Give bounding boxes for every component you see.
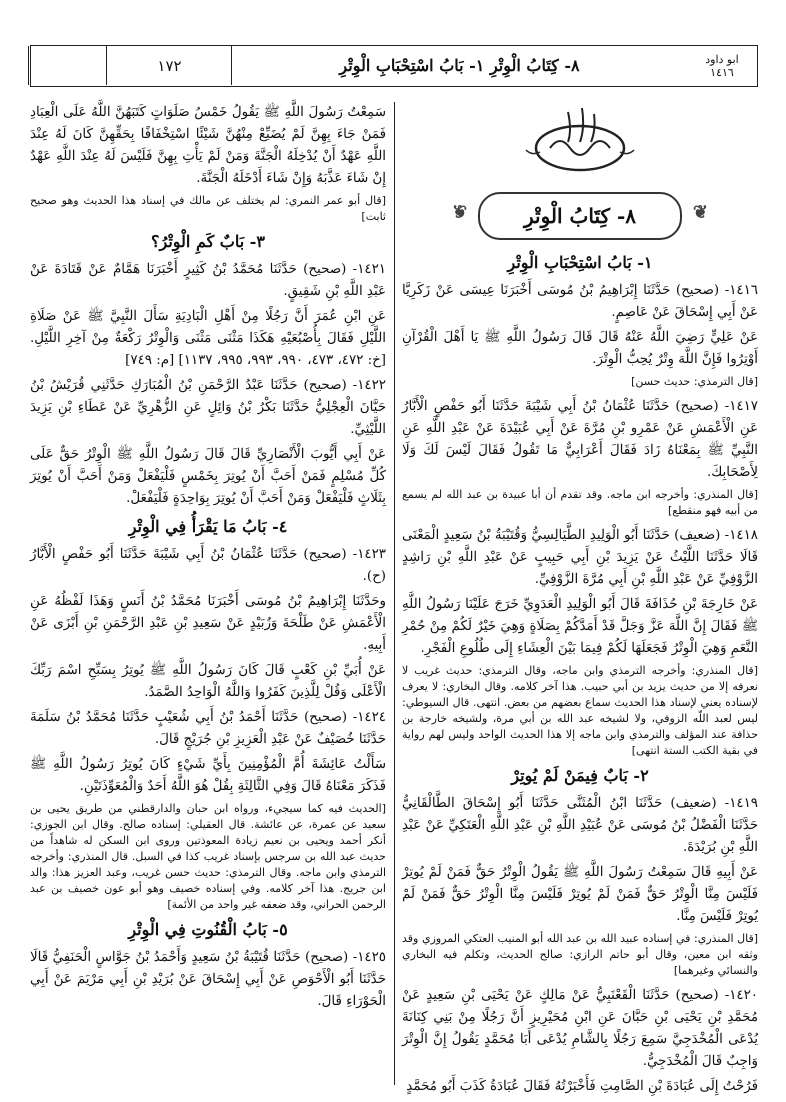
hadith-text: سَمِعْتُ رَسُولَ اللَّهِ ﷺ يَقُولُ خَمْسُ صَلَوَاتٍ كَتَبَهُنَّ اللَّهُ عَلَى الْعِبَادِ فَمَنْ جَاءَ بِهِنَّ لَمْ يُضَيِّعْ مِنْهُنَّ شَيْئًا اسْتِخْفَافًا بِحَقِّهِنَّ كَانَ لَهُ عِنْدَ اللَّهِ عَهْدٌ أَنْ يُدْخِلَهُ الْجَنَّةَ وَمَنْ لَمْ يَأْتِ بِهِنَّ فَلَيْسَ لَهُ عِنْدَ اللَّهِ عَهْدٌ إِنْ شَاءَ عَذَّبَهُ وَإِنْ شَاءَ أَدْخَلَهُ الْجَنَّةَ. <box>30 105 386 186</box>
chapter-heading: ١- بَابُ اسْتِحْبَابِ الْوِتْرِ <box>507 253 653 272</box>
footnote: [قال الترمذي: حديث حسن] <box>631 375 758 388</box>
left-column <box>30 102 386 1016</box>
chapter-heading: ٢- بَابٌ فِيمَنْ لَمْ يُوتِرْ <box>511 766 649 785</box>
hadith-text: ١٤١٨- (ضعيف) حَدَّثَنَا أَبُو الْوَلِيدِ الطَّيَالِسِيُّ وَقُتَيْبَةُ بْنُ سَعِيدٍ الْمَعْنَى قَالَا حَدَّثَنَا اللَّيْثُ عَنْ يَزِيدَ بْنِ أَبِي حَبِيبٍ عَنْ عَبْدِ اللَّهِ بْنِ رَاشِدٍ الزَّوْفِيِّ عَنْ عَبْدِ اللَّهِ بْنِ أَبِي مُرَّةَ الزَّوْفِيِّ. <box>402 528 758 587</box>
chapter-heading: ٣- بَابٌ كَمِ الْوِتْرُ؟ <box>151 232 265 251</box>
hadith-text: عَنِ ابْنِ عُمَرَ أَنَّ رَجُلًا مِنْ أَهْلِ الْبَادِيَةِ سَأَلَ النَّبِيَّ ﷺ عَنْ صَلَاةِ اللَّيْلِ فَقَالَ بِأُصْبُعَيْهِ هَكَذَا مَثْنَى مَثْنَى وَالْوِتْرُ رَكْعَةٌ مِنْ آخِرِ اللَّيْلِ. [خ: ٤٧٢، ٤٧٣، ٩٩٠، ٩٩٣، ٩٩٥، ١١٣٧] [م: ٧٤٩] <box>30 309 386 368</box>
chapter-heading: ٥- بَابُ الْقُنُوتِ فِي الْوِتْرِ <box>128 920 288 939</box>
column-divider <box>394 102 395 1085</box>
hadith-text: ١٤٢٢- (صحيح) حَدَّثَنَا عَبْدُ الرَّحْمَنِ بْنُ الْمُبَارَكِ حَدَّثَنِي قُرَيْشُ بْنُ حَيَّانَ الْعِجْلِيُّ حَدَّثَنَا بَكْرُ بْنُ وَائِلٍ عَنِ الزُّهْرِيِّ عَنْ عَطَاءِ بْنِ يَزِيدَ اللَّيْثِيِّ. <box>30 378 386 437</box>
hadith-text: ١٤٢٤- (صحيح) حَدَّثَنَا أَحْمَدُ بْنُ أَبِي شُعَيْبٍ حَدَّثَنَا مُحَمَّدُ بْنُ سَلَمَةَ حَدَّثَنَا خُصَيْفٌ عَنْ عَبْدِ الْعَزِيزِ بْنِ جُرَيْجٍ قَالَ. <box>30 710 386 747</box>
footnote: [قال أبو عمر النمري: لم يختلف عن مالك في إسناد هذا الحديث وهو صحيح ثابت] <box>30 194 386 223</box>
kitab-title: ❦ ٨- كِتَابُ الْوِتْرِ ❦ <box>478 192 682 240</box>
book-name: ابو داود <box>705 52 739 66</box>
page <box>30 45 758 1094</box>
hadith-text: عَنْ خَارِجَةَ بْنِ حُذَافَةَ قَالَ أَبُو الْوَلِيدِ الْعَدَوِيِّ خَرَجَ عَلَيْنَا رَسُولُ اللَّهِ ﷺ فَقَالَ إِنَّ اللَّهَ عَزَّ وَجَلَّ قَدْ أَمَدَّكُمْ بِصَلَاةٍ وَهِيَ خَيْرٌ لَكُمْ مِنْ حُمْرِ النَّعَمِ وَهِيَ الْوِتْرُ فَجَعَلَهَا لَكُمْ فِيمَا بَيْنَ الْعِشَاءِ إِلَى طُلُوعِ الْفَجْرِ. <box>402 597 758 656</box>
page-header <box>30 45 758 87</box>
hadith-text: ١٤١٦- (صحيح) حَدَّثَنَا إِبْرَاهِيمُ بْنُ مُوسَى أَخْبَرَنَا عِيسَى عَنْ زَكَرِيَّا عَنْ أَبِي إِسْحَاقَ عَنْ عَاصِمٍ. <box>402 283 758 320</box>
hadith-text: ١٤٢٠- (صحيح) حَدَّثَنَا الْقَعْنَبِيُّ عَنْ مَالِكٍ عَنْ يَحْيَى بْنِ سَعِيدٍ عَنْ مُحَمَّدِ بْنِ يَحْيَى بْنِ حَبَّانَ عَنِ ابْنِ مُحَيْرِيزٍ أَنَّ رَجُلًا مِنْ بَنِي كِنَانَةَ يُدْعَى الْمُخْدَجِيَّ سَمِعَ رَجُلًا بِالشَّامِ يُدْعَى أَبَا مُحَمَّدٍ يَقُولُ إِنَّ الْوِتْرَ وَاجِبٌ قَالَ الْمُخْدَجِيُّ. <box>402 988 758 1069</box>
hadith-text: عَنْ أَبِي أَيُّوبَ الْأَنْصَارِيِّ قَالَ قَالَ رَسُولُ اللَّهِ ﷺ الْوِتْرُ حَقٌّ عَلَى كُلِّ مُسْلِمٍ فَمَنْ أَحَبَّ أَنْ يُوتِرَ بِخَمْسٍ فَلْيَفْعَلْ وَمَنْ أَحَبَّ أَنْ يُوتِرَ بِثَلَاثٍ فَلْيَفْعَلْ وَمَنْ أَحَبَّ أَنْ يُوتِرَ بِوَاحِدَةٍ فَلْيَفْعَلْ. <box>30 447 386 506</box>
hadith-text: ١٤١٩- (ضعيف) حَدَّثَنَا ابْنُ الْمُثَنَّى حَدَّثَنَا أَبُو إِسْحَاقَ الطَّالْقَانِيُّ حَدَّثَنَا الْفَضْلُ بْنُ مُوسَى عَنْ عُبَيْدِ اللَّهِ بْنِ عَبْدِ اللَّهِ الْعَتَكِيِّ عَنْ عَبْدِ اللَّهِ بْنِ بُرَيْدَةَ. <box>402 796 758 855</box>
hadith-text: ١٤٢٣- (صحيح) حَدَّثَنَا عُثْمَانُ بْنُ أَبِي شَيْبَةَ حَدَّثَنَا أَبُو حَفْصٍ الْأَبَّارُ (ح). <box>30 547 386 584</box>
footnote: [الحديث فيه كما سيجيء، ورواه ابن حبان والدارقطني من طريق يحيى بن سعيد عن عمرة، عن عائشة. قال العقيلي: إسناده صالح. وقال ابن الجوزي: أنكر أحمد ويحيى بن نعيم زيادة المعوذتين وروى ابن السكن له شاهداً من حديث عبد الله بن سرجس بإسناد غريب كذا في السبل. قال المنذري: وأخرجه الترمذي وابن ماجه. وقال الترمذي: حديث حسن غريب، وعبد العزيز هذا: والد ابن جريج. هذا آخر كلامه. وفي إسناده خصيف وهو أبو عون خصيف بن عبد الرحمن الحراني، وقد ضعفه غير واحد من الأئمة] <box>30 802 386 911</box>
hadith-text: وحَدَّثَنَا إِبْرَاهِيمُ بْنُ مُوسَى أَخْبَرَنَا مُحَمَّدُ بْنُ أَنَسٍ وَهَذَا لَفْظُهُ عَنِ الْأَعْمَشِ عَنْ طَلْحَةَ وَزُبَيْدٍ عَنْ سَعِيدِ بْنِ عَبْدِ الرَّحْمَنِ بْنِ أَبْزَى عَنْ أَبِيهِ. <box>30 594 386 653</box>
hadith-text: فَرُحْتُ إِلَى عُبَادَةَ بْنِ الصَّامِتِ فَأَخْبَرْتُهُ فَقَالَ عُبَادَةُ كَذَبَ أَبُو مُحَمَّدٍ <box>406 1079 758 1094</box>
footnote: [قال المنذري: في إسناده عبيد الله بن عبد الله أبو المنيب العتكي المروزي وقد وثقه ابن معين، وقال أبو حاتم الرازي: صالح الحديث، وتكلم فيه البخاري والنسائي وغيرهما] <box>402 932 758 977</box>
footnote: [قال المنذري: وأخرجه الترمذي وابن ماجه، وقال الترمذي: حديث غريب لا نعرفه إلا من حديث يزيد بن أبي حبيب. هذا آخر كلامه. وقال البخاري: لا يعرف لإسناده يعني لإسناد هذا الحديث سماع بعضهم من بعض. انتهى. قال السيوطي: ليس لعبد اللّه الزوفي، ولا لشيخه عبد الله بن أبي مرة، ولشيخه خارجة بن حذافة عند المؤلف والترمذي وابن ماجه إلا هذا الحديث الواحد وليس لهم رواية في بقية الكتب الستة انتهى] <box>402 664 758 757</box>
hadith-text: عَنْ عَلِيٍّ رَضِيَ اللَّهُ عَنْهُ قَالَ قَالَ رَسُولُ اللَّهِ ﷺ يَا أَهْلَ الْقُرْآنِ أَوْتِرُوا فَإِنَّ اللَّهَ وِتْرٌ يُحِبُّ الْوِتْرَ. <box>402 330 758 367</box>
hadith-text: سَأَلْتُ عَائِشَةَ أُمَّ الْمُؤْمِنِينَ بِأَيِّ شَيْءٍ كَانَ يُوتِرُ رَسُولُ اللَّهِ ﷺ فَذَكَرَ مَعْنَاهُ قَالَ وَفِي الثَّالِثَةِ بِقُلْ هُوَ اللَّهُ أَحَدٌ وَالْمُعَوِّذَتَيْنِ. <box>30 757 386 794</box>
hadith-text: عَنْ أَبِيهِ قَالَ سَمِعْتُ رَسُولَ اللَّهِ ﷺ يَقُولُ الْوِتْرُ حَقٌّ فَمَنْ لَمْ يُوتِرْ فَلَيْسَ مِنَّا الْوِتْرُ حَقٌّ فَمَنْ لَمْ يُوتِرْ فَلَيْسَ مِنَّا الْوِتْرُ حَقٌّ فَمَنْ لَمْ يُوتِرْ فَلَيْسَ مِنَّا. <box>402 865 758 924</box>
hadith-text: ١٤٢٥- (صحيح) حَدَّثَنَا قُتَيْبَةُ بْنُ سَعِيدٍ وَأَحْمَدُ بْنُ جَوَّاسٍ الْحَنَفِيُّ قَالَا حَدَّثَنَا أَبُو الْأَحْوَصِ عَنْ أَبِي إِسْحَاقَ عَنْ بُرَيْدِ بْنِ أَبِي مَرْيَمَ عَنْ أَبِي الْحَوْرَاءِ قَالَ. <box>30 950 386 1009</box>
hadith-text: عَنْ أُبَيِّ بْنِ كَعْبٍ قَالَ كَانَ رَسُولُ اللَّهِ ﷺ يُوتِرُ بِسَبِّحِ اسْمَ رَبِّكَ الْأَعْلَى وَقُلْ لِلَّذِينَ كَفَرُوا وَاللَّهُ الْوَاحِدُ الصَّمَدُ. <box>30 663 386 700</box>
book-number: ١٤١٦ <box>710 65 734 79</box>
footnote: [قال المنذري: وأخرجه ابن ماجه. وقد تقدم أن أبا عبيدة بن عبد الله لم يسمع من أبيه فهو منقطع] <box>402 488 758 517</box>
hadith-text: ١٤١٧- (صحيح) حَدَّثَنَا عُثْمَانُ بْنُ أَبِي شَيْبَةَ حَدَّثَنَا أَبُو حَفْصٍ الْأَبَّارُ عَنِ الْأَعْمَشِ عَنْ عَمْرِو بْنِ مُرَّةَ عَنْ أَبِي عُبَيْدَةَ عَنْ عَبْدِ اللَّهِ عَنِ النَّبِيِّ ﷺ بِمَعْنَاهُ زَادَ فَقَالَ أَعْرَابِيٌّ مَا تَقُولُ فَقَالَ لَيْسَ لَكَ وَلَا لِأَصْحَابِكَ. <box>402 399 758 480</box>
book-reference <box>687 46 757 85</box>
hadith-text: ١٤٢١- (صحيح) حَدَّثَنَا مُحَمَّدُ بْنُ كَثِيرٍ أَخْبَرَنَا هَمَّامٌ عَنْ قَتَادَةَ عَنْ عَبْدِ اللَّهِ بْنِ شَقِيقٍ. <box>30 262 386 299</box>
chapter-heading: ٤- بَابُ مَا يَقْرَأُ فِي الْوِتْرِ <box>128 517 288 536</box>
header-empty-cell <box>28 46 107 85</box>
running-title: ٨- كِتَابُ الْوِتْرِ ١- بَابُ اسْتِحْبَابِ الْوِتْرِ <box>231 46 687 85</box>
right-column <box>402 102 758 1101</box>
page-number: ١٧٢ <box>106 46 232 85</box>
basmala-calligraphy-icon <box>520 102 640 182</box>
